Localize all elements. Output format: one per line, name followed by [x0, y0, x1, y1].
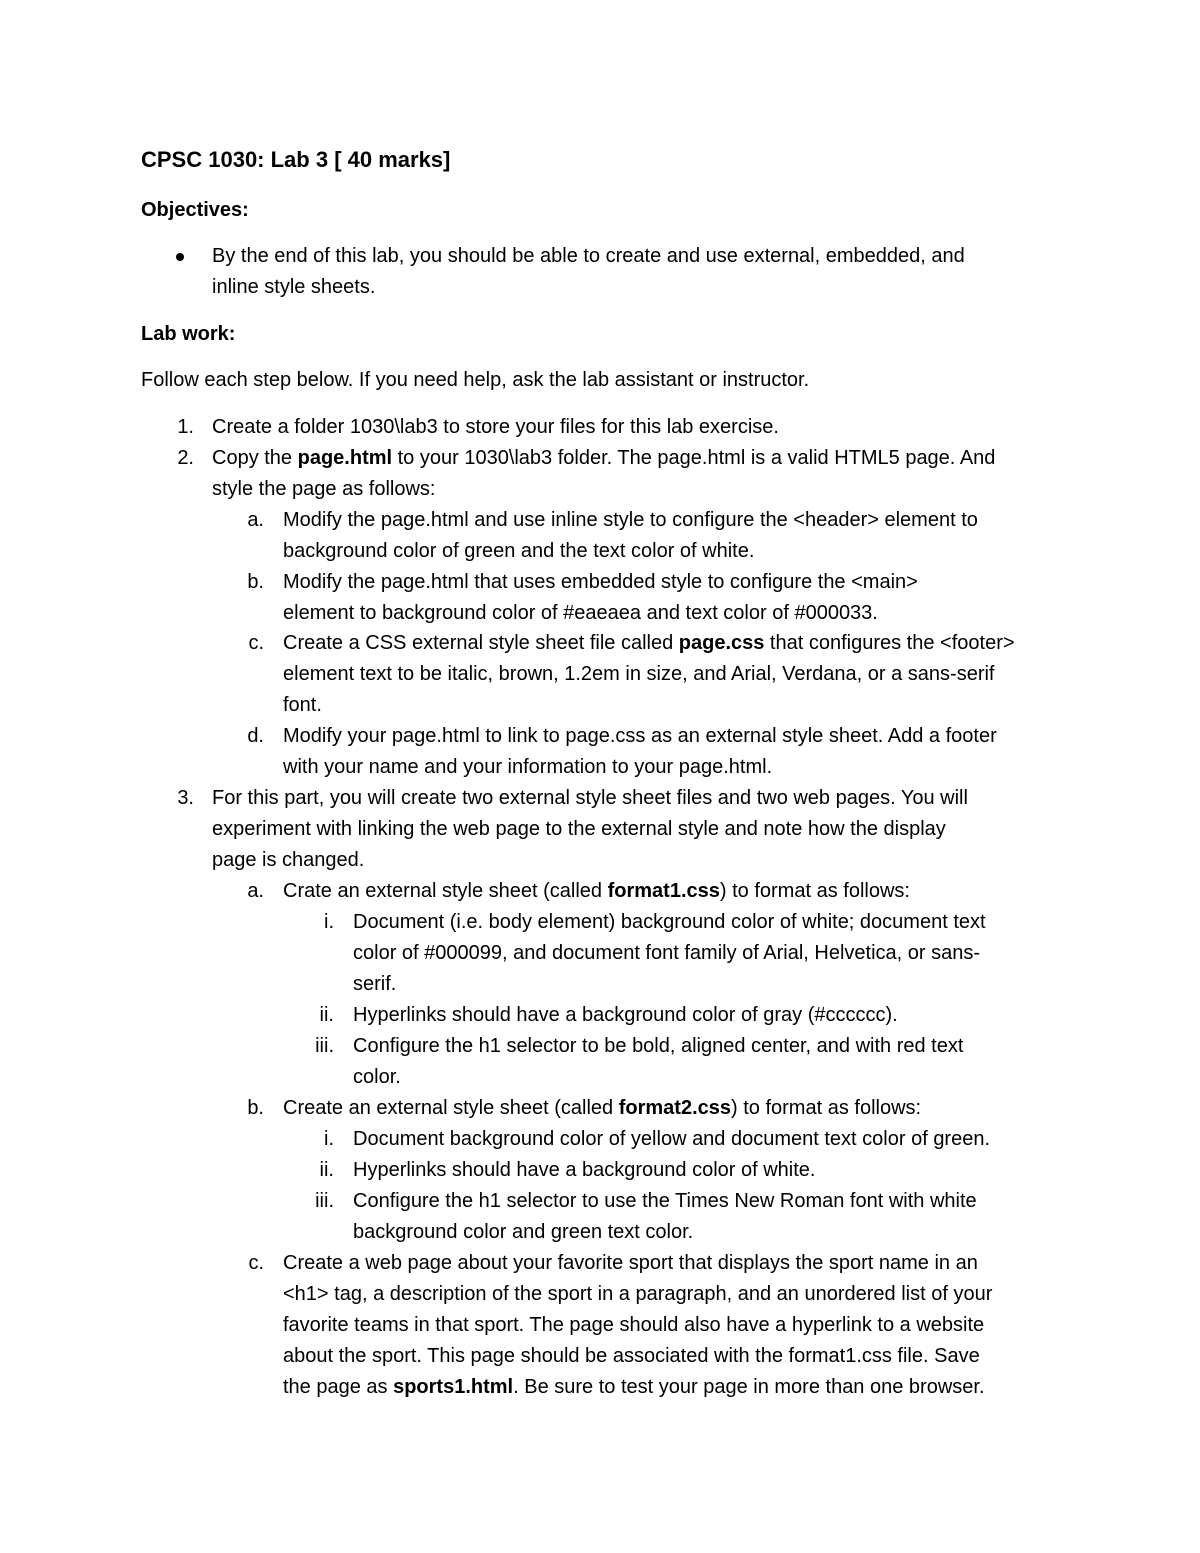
substep-text: Create a web page about your favorite sport that displays the sport name in an — [283, 1252, 978, 1274]
substep-text: about the sport. This page should be associated with the format1.css file. Save — [283, 1345, 980, 1367]
substep-letter: a. — [247, 509, 264, 531]
step-text: For this part, you will create two external style sheet files and two web pages. You will — [212, 787, 968, 809]
substep-text: Crate an external style sheet (called format1.css) to format as follows: — [283, 880, 910, 902]
item-text: Configure the h1 selector to use the Times New Roman font with white — [353, 1190, 977, 1212]
filename-bold: page.css — [678, 632, 765, 654]
objective-line: inline style sheets. — [212, 276, 376, 298]
filename-bold: sports1.html — [393, 1376, 514, 1398]
item-text: color of #000099, and document font family of Arial, Helvetica, or sans- — [353, 942, 981, 964]
item-text: Document background color of yellow and document text color of green. — [353, 1128, 991, 1150]
step-number: 1. — [177, 416, 194, 438]
roman-numeral: i. — [324, 1128, 334, 1150]
substep-text: the page as sports1.html. Be sure to test your page in more than one browser. — [283, 1376, 985, 1398]
roman-numeral: iii. — [315, 1035, 334, 1057]
substep-letter: c. — [248, 1252, 264, 1274]
labwork-heading: Lab work: — [141, 323, 236, 345]
step-number: 3. — [177, 787, 194, 809]
substep-text: favorite teams in that sport. The page should also have a hyperlink to a website — [283, 1314, 985, 1336]
substep-letter: a. — [247, 880, 264, 902]
substep-text: font. — [283, 694, 322, 716]
step-number: 2. — [177, 447, 194, 469]
bullet-icon — [176, 253, 184, 261]
substep-text: element text to be italic, brown, 1.2em in size, and Arial, Verdana, or a sans-serif — [283, 663, 995, 685]
substep-text: with your name and your information to your page.html. — [283, 756, 773, 778]
item-text: serif. — [353, 973, 397, 995]
substep-text: Modify your page.html to link to page.css as an external style sheet. Add a footer — [283, 725, 997, 747]
roman-numeral: iii. — [315, 1190, 334, 1212]
substep-letter: b. — [247, 1097, 264, 1119]
roman-numeral: i. — [324, 911, 334, 933]
item-text: Hyperlinks should have a background color of white. — [353, 1159, 816, 1181]
substep-letter: c. — [248, 632, 264, 654]
substep-text: <h1> tag, a description of the sport in a paragraph, and an unordered list of your — [283, 1283, 993, 1305]
substep-text: Modify the page.html that uses embedded style to configure the <main> — [283, 571, 918, 593]
step-text: page is changed. — [212, 849, 365, 871]
filename-bold: format2.css — [618, 1097, 732, 1119]
objectives-heading: Objectives: — [141, 199, 249, 221]
item-text: Configure the h1 selector to be bold, aligned center, and with red text — [353, 1035, 964, 1057]
filename-bold: page.html — [297, 447, 393, 469]
substep-text: Create an external style sheet (called format2.css) to format as follows: — [283, 1097, 922, 1119]
roman-numeral: ii. — [319, 1159, 334, 1181]
substep-text: Modify the page.html and use inline style to configure the <header> element to — [283, 509, 978, 531]
intro-text: Follow each step below. If you need help, ask the lab assistant or instructor. — [141, 369, 810, 391]
step-text: Create a folder 1030\lab3 to store your files for this lab exercise. — [212, 416, 779, 438]
item-text: background color and green text color. — [353, 1221, 694, 1243]
step-text: style the page as follows: — [212, 478, 436, 500]
objective-line: By the end of this lab, you should be able to create and use external, embedded, and — [212, 245, 965, 267]
filename-bold: format1.css — [607, 880, 720, 902]
page-title: CPSC 1030: Lab 3 [ 40 marks] — [141, 147, 451, 172]
item-text: Hyperlinks should have a background color of gray (#cccccc). — [353, 1004, 898, 1026]
step-text: Copy the page.html to your 1030\lab3 folder. The page.html is a valid HTML5 page. And — [212, 447, 996, 469]
item-text: color. — [353, 1066, 401, 1088]
item-text: Document (i.e. body element) background color of white; document text — [353, 911, 986, 933]
roman-numeral: ii. — [319, 1004, 334, 1026]
step-text: experiment with linking the web page to the external style and note how the display — [212, 818, 946, 840]
substep-text: element to background color of #eaeaea and text color of #000033. — [283, 602, 878, 624]
substep-text: background color of green and the text color of white. — [283, 540, 755, 562]
substep-letter: b. — [247, 571, 264, 593]
substep-text: Create a CSS external style sheet file called page.css that configures the <footer> — [283, 632, 1015, 654]
substep-letter: d. — [247, 725, 264, 747]
